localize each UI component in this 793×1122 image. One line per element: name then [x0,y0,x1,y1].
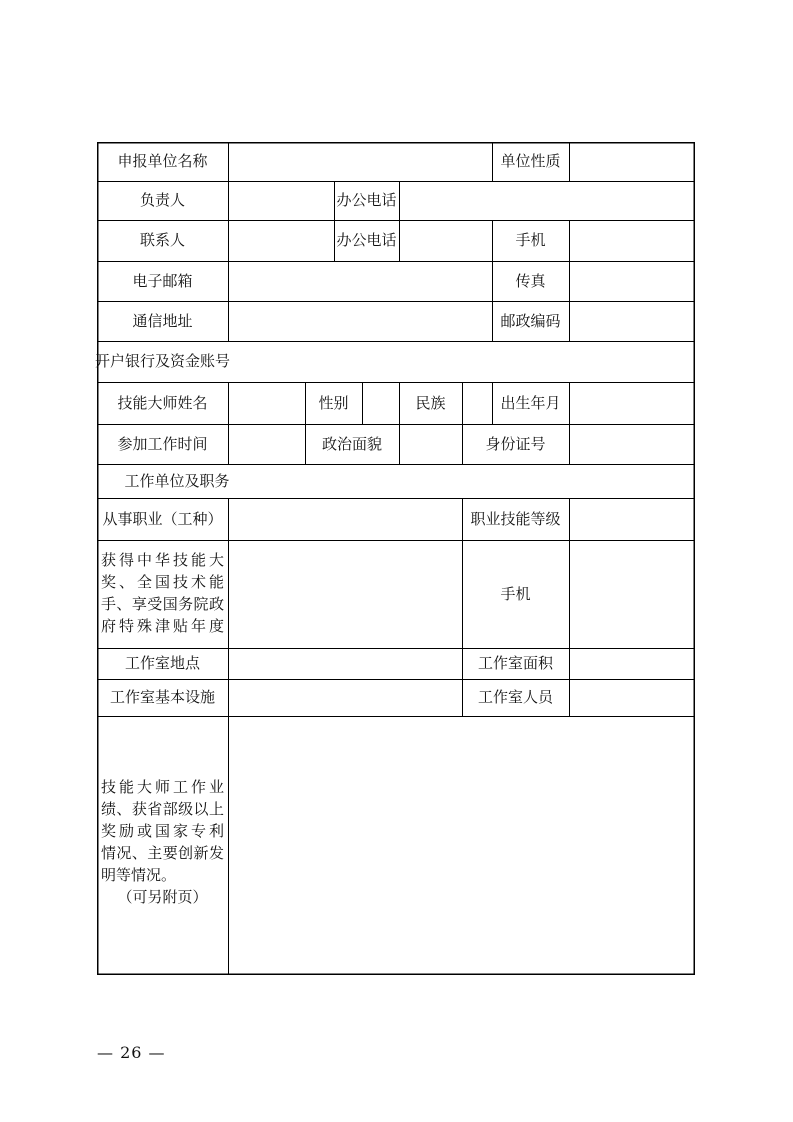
label-fax: 传真 [515,271,546,290]
label-studio-area: 工作室面积 [477,654,553,672]
awards-line: 府特殊津贴年度 [101,617,224,635]
input-unit-name[interactable] [229,143,491,180]
input-skill-level[interactable] [570,499,693,539]
input-bank-account[interactable] [229,342,693,381]
application-form-table [97,142,695,975]
input-achievements[interactable] [229,717,693,973]
input-ethnicity[interactable] [463,383,492,423]
input-master-name[interactable] [229,383,305,423]
label-occupation: 从事职业（工种） [102,509,223,528]
label-id-number: 身份证号 [485,434,546,453]
awards-line: 奖、全国技术能 [101,573,224,591]
input-mobile-1[interactable] [570,221,693,260]
label-contact-person: 联系人 [139,231,185,249]
label-ethnicity: 民族 [415,393,446,412]
input-office-phone-2[interactable] [400,221,492,260]
label-work-unit: 工作单位及职务 [124,471,230,490]
input-political[interactable] [400,425,462,463]
label-achievements [101,776,224,908]
achievements-line: 技能大师工作业 [101,778,224,796]
input-work-start[interactable] [229,425,305,463]
label-address: 通信地址 [132,311,193,330]
label-political: 政治面貌 [321,434,382,453]
input-awards-year[interactable] [229,541,462,648]
achievements-note: （可另附页） [117,888,208,906]
label-gender: 性别 [318,393,349,412]
input-office-phone-1[interactable] [400,182,693,219]
input-studio-facilities[interactable] [229,680,462,715]
input-person-in-charge[interactable] [229,182,334,219]
input-studio-staff[interactable] [570,680,693,715]
input-gender[interactable] [363,383,399,423]
label-skill-level: 职业技能等级 [470,509,561,528]
label-postal-code: 邮政编码 [500,311,561,330]
achievements-line: 情况、主要创新发 [101,844,224,862]
input-mobile-2[interactable] [570,541,693,648]
label-studio-location: 工作室地点 [124,654,200,672]
input-unit-type[interactable] [570,143,693,180]
achievements-line: 明等情况。 [101,866,177,884]
label-studio-facilities: 工作室基本设施 [109,688,215,706]
label-bank-account: 开户银行及资金账号 [95,352,231,370]
input-contact-person[interactable] [229,221,334,260]
label-mobile-2: 手机 [500,584,531,603]
label-awards [101,549,224,637]
achievements-line: 绩、获省部级以上 [101,800,224,818]
input-fax[interactable] [570,262,693,300]
input-studio-area[interactable] [570,649,693,678]
label-person-in-charge: 负责人 [139,191,185,209]
label-unit-name: 申报单位名称 [117,152,208,170]
input-email[interactable] [229,262,491,300]
label-studio-staff: 工作室人员 [477,688,553,706]
input-birth[interactable] [570,383,693,423]
input-studio-location[interactable] [229,649,462,678]
awards-line: 手、享受国务院政 [101,595,224,613]
label-mobile-1: 手机 [515,231,546,249]
input-occupation[interactable] [229,499,462,539]
label-office-phone-1: 办公电话 [336,191,397,209]
label-unit-type: 单位性质 [500,152,561,170]
input-address[interactable] [229,302,491,340]
label-work-start: 参加工作时间 [117,434,208,453]
label-email: 电子邮箱 [132,271,193,290]
input-work-unit[interactable] [262,465,693,497]
page-number: — 26 — [97,1043,166,1062]
label-birth: 出生年月 [500,393,561,412]
achievements-line: 奖励或国家专利 [101,822,224,840]
label-master-name: 技能大师姓名 [117,393,208,412]
input-id-number[interactable] [570,425,693,463]
input-postal-code[interactable] [570,302,693,340]
awards-line: 获得中华技能大 [101,551,224,569]
label-office-phone-2: 办公电话 [336,231,397,249]
